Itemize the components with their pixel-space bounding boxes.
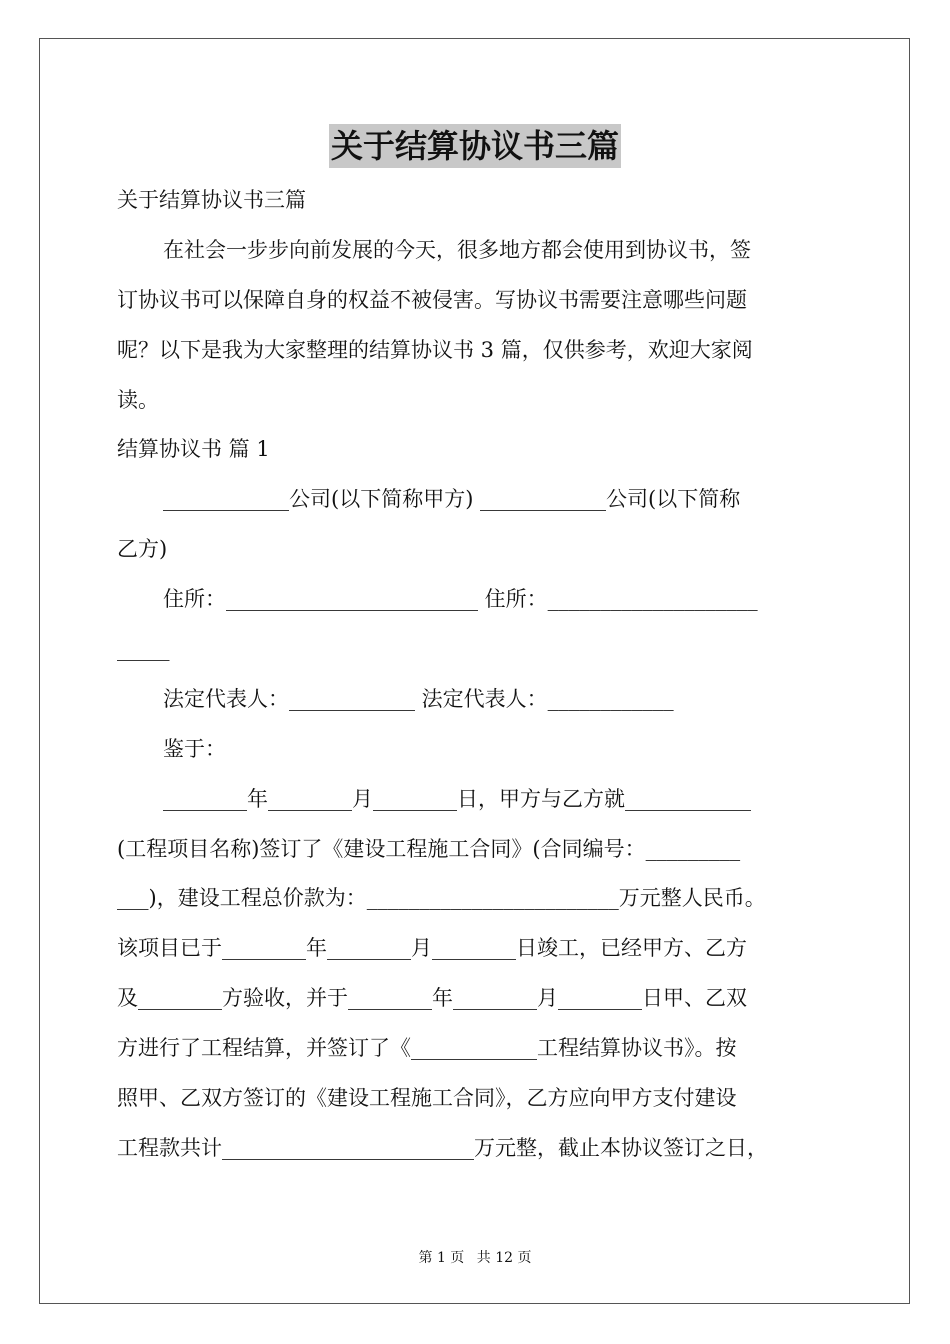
paragraph-line: ___)，建设工程总价款为：________________________万元整人民币。 (117, 886, 766, 910)
page-footer (0, 1247, 950, 1267)
paragraph-line: _____ (117, 637, 170, 661)
paragraph-line: ____________公司(以下简称甲方) ____________公司(以下简称 (163, 487, 741, 511)
paragraph-line: (工程项目名称)签订了《建设工程施工合同》(合同编号：_________ (117, 837, 741, 861)
paragraph-line: 乙方) (117, 537, 168, 561)
paragraph-line: 订协议书可以保障自身的权益不被侵害。写协议书需要注意哪些问题 (117, 288, 747, 312)
page-total: 共 12 页 (476, 1250, 532, 1266)
paragraph-line: 法定代表人：____________ 法定代表人：____________ (163, 687, 674, 711)
paragraph-line: 照甲、乙双方签订的《建设工程施工合同》，乙方应向甲方支付建设 (117, 1086, 737, 1110)
title-container (0, 124, 950, 168)
paragraph-line: 鉴于： (163, 737, 226, 761)
paragraph-line: 方进行了工程结算，并签订了《____________工程结算协议书》。按 (117, 1036, 737, 1060)
paragraph-line: 及________方验收，并于________年________月________日甲、乙双 (117, 986, 747, 1010)
paragraph-line: 呢？以下是我为大家整理的结算协议书 3 篇，仅供参考，欢迎大家阅 (117, 338, 753, 362)
paragraph-line: ________年________月________日，甲方与乙方就____________ (163, 787, 751, 811)
page-number: 第 1 页 (418, 1250, 465, 1266)
section-heading: 结算协议书 篇 1 (117, 437, 270, 461)
paragraph-line: 在社会一步步向前发展的今天，很多地方都会使用到协议书，签 (163, 238, 751, 262)
document-subtitle: 关于结算协议书三篇 (117, 188, 306, 212)
paragraph-line: 工程款共计________________________万元整，截止本协议签订之日， (117, 1136, 768, 1160)
page-border (39, 38, 910, 1304)
paragraph-line: 该项目已于________年________月________日竣工，已经甲方、乙方 (117, 936, 747, 960)
paragraph-line: 读。 (117, 388, 159, 412)
paragraph-line: 住所：________________________ 住所：____________________ (163, 587, 758, 611)
document-title: 关于结算协议书三篇 (329, 124, 621, 168)
